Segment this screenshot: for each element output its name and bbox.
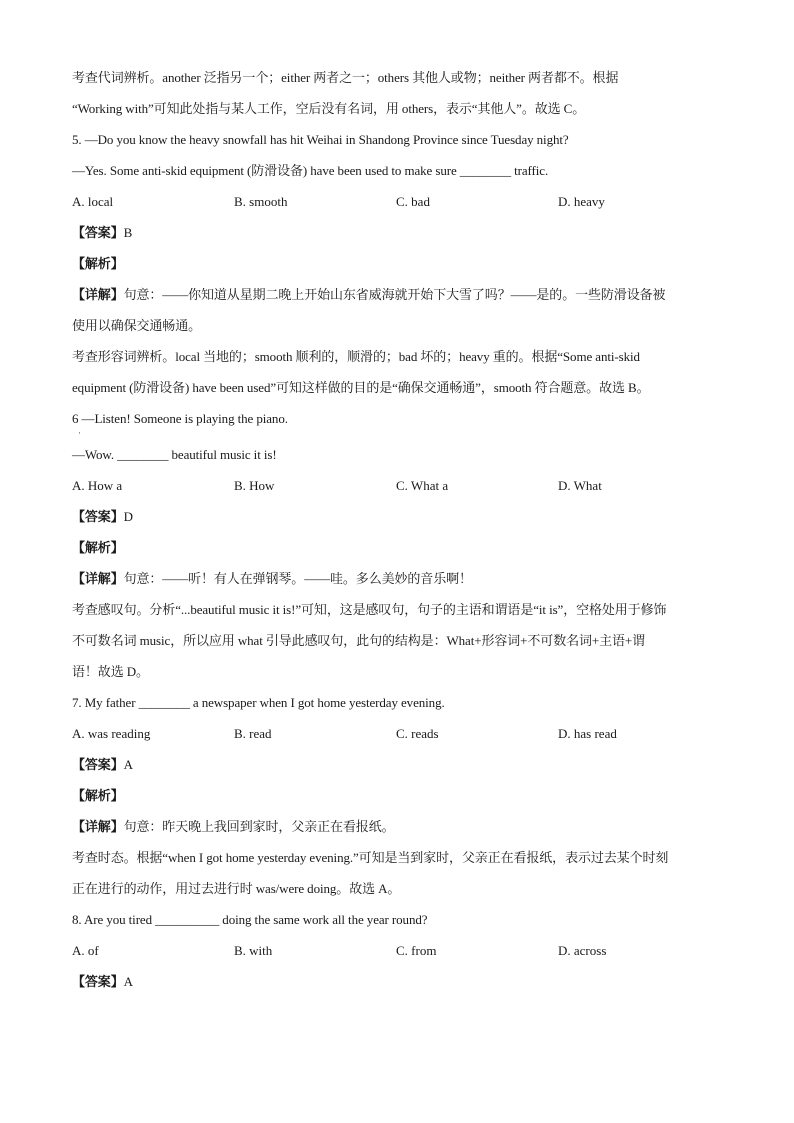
answer-tag: 【答案】 <box>72 974 124 989</box>
q5-option-a: A. local <box>72 194 114 209</box>
detail-text: 句意：——听！有人在弹钢琴。——哇。多么美妙的音乐啊！ <box>123 571 472 586</box>
answer-value: D <box>123 509 133 524</box>
document-page <box>72 62 724 997</box>
analysis-tag: 【解析】 <box>72 540 124 555</box>
answer-tag: 【答案】 <box>72 509 124 524</box>
q5-answer <box>72 217 724 248</box>
detail-text: 句意：昨天晚上我回到家时，父亲正在看报纸。 <box>123 819 395 834</box>
q8-options <box>72 935 724 966</box>
q7-option-d: D. has read <box>558 726 617 741</box>
q5-option-c: C. bad <box>396 194 430 209</box>
q6-detail-line-1 <box>72 563 724 594</box>
q8-option-c: C. from <box>396 943 437 958</box>
detail-tag: 【详解】 <box>72 571 124 586</box>
q5-detail-line-1 <box>72 279 724 310</box>
answer-value: A <box>123 974 133 989</box>
q6-stem-line-1: 6 —Listen! Someone is playing the piano. <box>72 411 288 426</box>
q6-detail-line-2: 考查感叹句。分析“...beautiful music it is!”可知，这是感叹句，句子的主语和谓语是“it is”，空格处用于修饰 <box>72 602 667 617</box>
q7-option-a: A. was reading <box>72 726 151 741</box>
q8-option-a: A. of <box>72 943 99 958</box>
q7-analysis <box>72 780 724 811</box>
answer-value: A <box>123 757 133 772</box>
q6-answer <box>72 501 724 532</box>
q5-options <box>72 186 724 217</box>
detail-tag: 【详解】 <box>72 819 124 834</box>
q6-stem-line-2: —Wow. ________ beautiful music it is! <box>72 447 277 462</box>
q6-analysis <box>72 532 724 563</box>
q6-option-a: A. How a <box>72 478 123 493</box>
answer-tag: 【答案】 <box>72 757 124 772</box>
q6-detail-line-3: 不可数名词 music，所以应用 what 引导此感叹句，此句的结构是：What+形容词+不可数名词+主语+谓 <box>72 633 646 648</box>
answer-tag: 【答案】 <box>72 225 124 240</box>
q7-options <box>72 718 724 749</box>
q5-stem-line-1: 5. —Do you know the heavy snowfall has hit Weihai in Shandong Province since Tuesday night? <box>72 132 569 147</box>
q8-answer <box>72 966 724 997</box>
q6-dot-mark: · <box>78 428 81 438</box>
q5-stem-line-2: —Yes. Some anti-skid equipment (防滑设备) have been used to make sure ________ traffic. <box>72 163 549 178</box>
q7-detail-line-1 <box>72 811 724 842</box>
q7-stem-line-1: 7. My father ________ a newspaper when I got home yesterday evening. <box>72 695 445 710</box>
q5-analysis <box>72 248 724 279</box>
q7-answer <box>72 749 724 780</box>
q4-explanation-line-1: 考查代词辨析。another 泛指另一个；either 两者之一；others 其他人或物；neither 两者都不。根据 <box>72 70 619 85</box>
q7-detail-line-3: 正在进行的动作，用过去进行时 was/were doing。故选 A。 <box>72 881 401 896</box>
q6-detail-line-4: 语！故选 D。 <box>72 664 149 679</box>
detail-text: 句意：——你知道从星期二晚上开始山东省威海就开始下大雪了吗？——是的。一些防滑设备被 <box>123 287 666 302</box>
q7-option-c: C. reads <box>396 726 439 741</box>
q6-option-d: D. What <box>558 478 602 493</box>
q5-detail-line-2: 使用以确保交通畅通。 <box>72 318 202 333</box>
q4-explanation-line-2: “Working with”可知此处指与某人工作，空后没有名词，用 others，表示“其他人”。故选 C。 <box>72 101 586 116</box>
q7-option-b: B. read <box>234 726 272 741</box>
q5-detail-line-3: 考查形容词辨析。local 当地的；smooth 顺利的，顺滑的；bad 坏的；heavy 重的。根据“Some anti-skid <box>72 349 640 364</box>
q5-detail-line-4: equipment (防滑设备) have been used”可知这样做的目的是“确保交通畅通”，smooth 符合题意。故选 B。 <box>72 380 650 395</box>
q5-option-d: D. heavy <box>558 194 605 209</box>
q8-option-d: D. across <box>558 943 607 958</box>
analysis-tag: 【解析】 <box>72 788 124 803</box>
q6-options <box>72 470 724 501</box>
q8-stem-line-1: 8. Are you tired __________ doing the same work all the year round? <box>72 912 428 927</box>
answer-value: B <box>123 225 133 240</box>
q7-detail-line-2: 考查时态。根据“when I got home yesterday evening.”可知是当到家时，父亲正在看报纸，表示过去某个时刻 <box>72 850 669 865</box>
q5-option-b: B. smooth <box>234 194 288 209</box>
q6-option-c: C. What a <box>396 478 449 493</box>
q8-option-b: B. with <box>234 943 273 958</box>
analysis-tag: 【解析】 <box>72 256 124 271</box>
q6-option-b: B. How <box>234 478 275 493</box>
detail-tag: 【详解】 <box>72 287 124 302</box>
